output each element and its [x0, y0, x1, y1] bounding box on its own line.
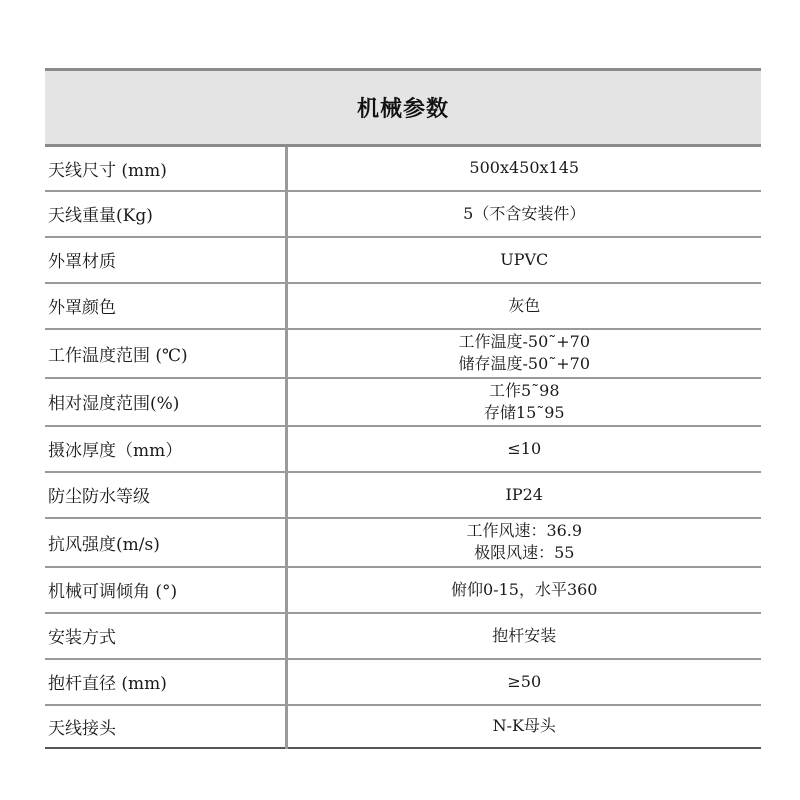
value-line: 俯仰0-15，水平360: [451, 579, 598, 599]
value-line: ≤10: [507, 438, 542, 458]
value-line: 工作5˜98: [488, 380, 560, 400]
row-label: 天线接头: [45, 705, 286, 748]
table-row: [45, 518, 761, 567]
value-line: 极限风速：55: [474, 543, 575, 562]
row-value: [286, 146, 761, 191]
table-row: [45, 146, 761, 191]
row-label: 机械可调倾角 (°): [45, 567, 286, 613]
row-value: [286, 426, 761, 472]
table-row: [45, 472, 761, 518]
row-label: 外罩颜色: [45, 283, 286, 329]
table-title: 机械参数: [45, 70, 761, 146]
value-line: UPVC: [500, 249, 549, 269]
row-value: [286, 378, 761, 426]
value-line: N-K母头: [492, 716, 556, 735]
value-line: 储存温度-50˜+70: [458, 354, 591, 373]
value-line: IP24: [505, 484, 543, 504]
row-label: 摄冰厚度（mm）: [45, 426, 286, 472]
row-label: 防尘防水等级: [45, 472, 286, 518]
row-value: [286, 329, 761, 378]
row-label: 抗风强度(m/s): [45, 518, 286, 567]
table-row: [45, 659, 761, 705]
row-label: 抱杆直径 (mm): [45, 659, 286, 705]
row-value: [286, 472, 761, 518]
row-label: 工作温度范围 (℃): [45, 329, 286, 378]
row-value: [286, 283, 761, 329]
row-value: [286, 659, 761, 705]
table-row: [45, 283, 761, 329]
row-label: 安装方式: [45, 613, 286, 659]
table-row: [45, 237, 761, 283]
value-line: 灰色: [508, 295, 541, 315]
value-line: 工作风速：36.9: [466, 521, 583, 540]
row-label: 天线尺寸 (mm): [45, 146, 286, 191]
table-row: [45, 378, 761, 426]
value-line: ≥50: [507, 671, 542, 691]
row-value: [286, 518, 761, 567]
row-value: [286, 237, 761, 283]
row-value: [286, 567, 761, 613]
row-label: 外罩材质: [45, 237, 286, 283]
value-line: 500x450x145: [469, 158, 580, 178]
table-header-row: [45, 70, 761, 146]
value-line: 5（不含安装件）: [463, 203, 586, 223]
value-line: 存储15˜95: [483, 402, 565, 422]
table-row: [45, 613, 761, 659]
row-value: [286, 705, 761, 748]
table-row: [45, 705, 761, 748]
value-line: 抱杆安装: [492, 625, 557, 645]
table-row: [45, 191, 761, 237]
table-row: [45, 567, 761, 613]
row-value: [286, 613, 761, 659]
row-label: 天线重量(Kg): [45, 191, 286, 237]
table-row: [45, 329, 761, 378]
mechanical-parameters-table: [45, 68, 761, 749]
row-label: 相对湿度范围(%): [45, 378, 286, 426]
row-value: [286, 191, 761, 237]
table-row: [45, 426, 761, 472]
value-line: 工作温度-50˜+70: [458, 332, 591, 351]
table-body: [45, 146, 761, 748]
